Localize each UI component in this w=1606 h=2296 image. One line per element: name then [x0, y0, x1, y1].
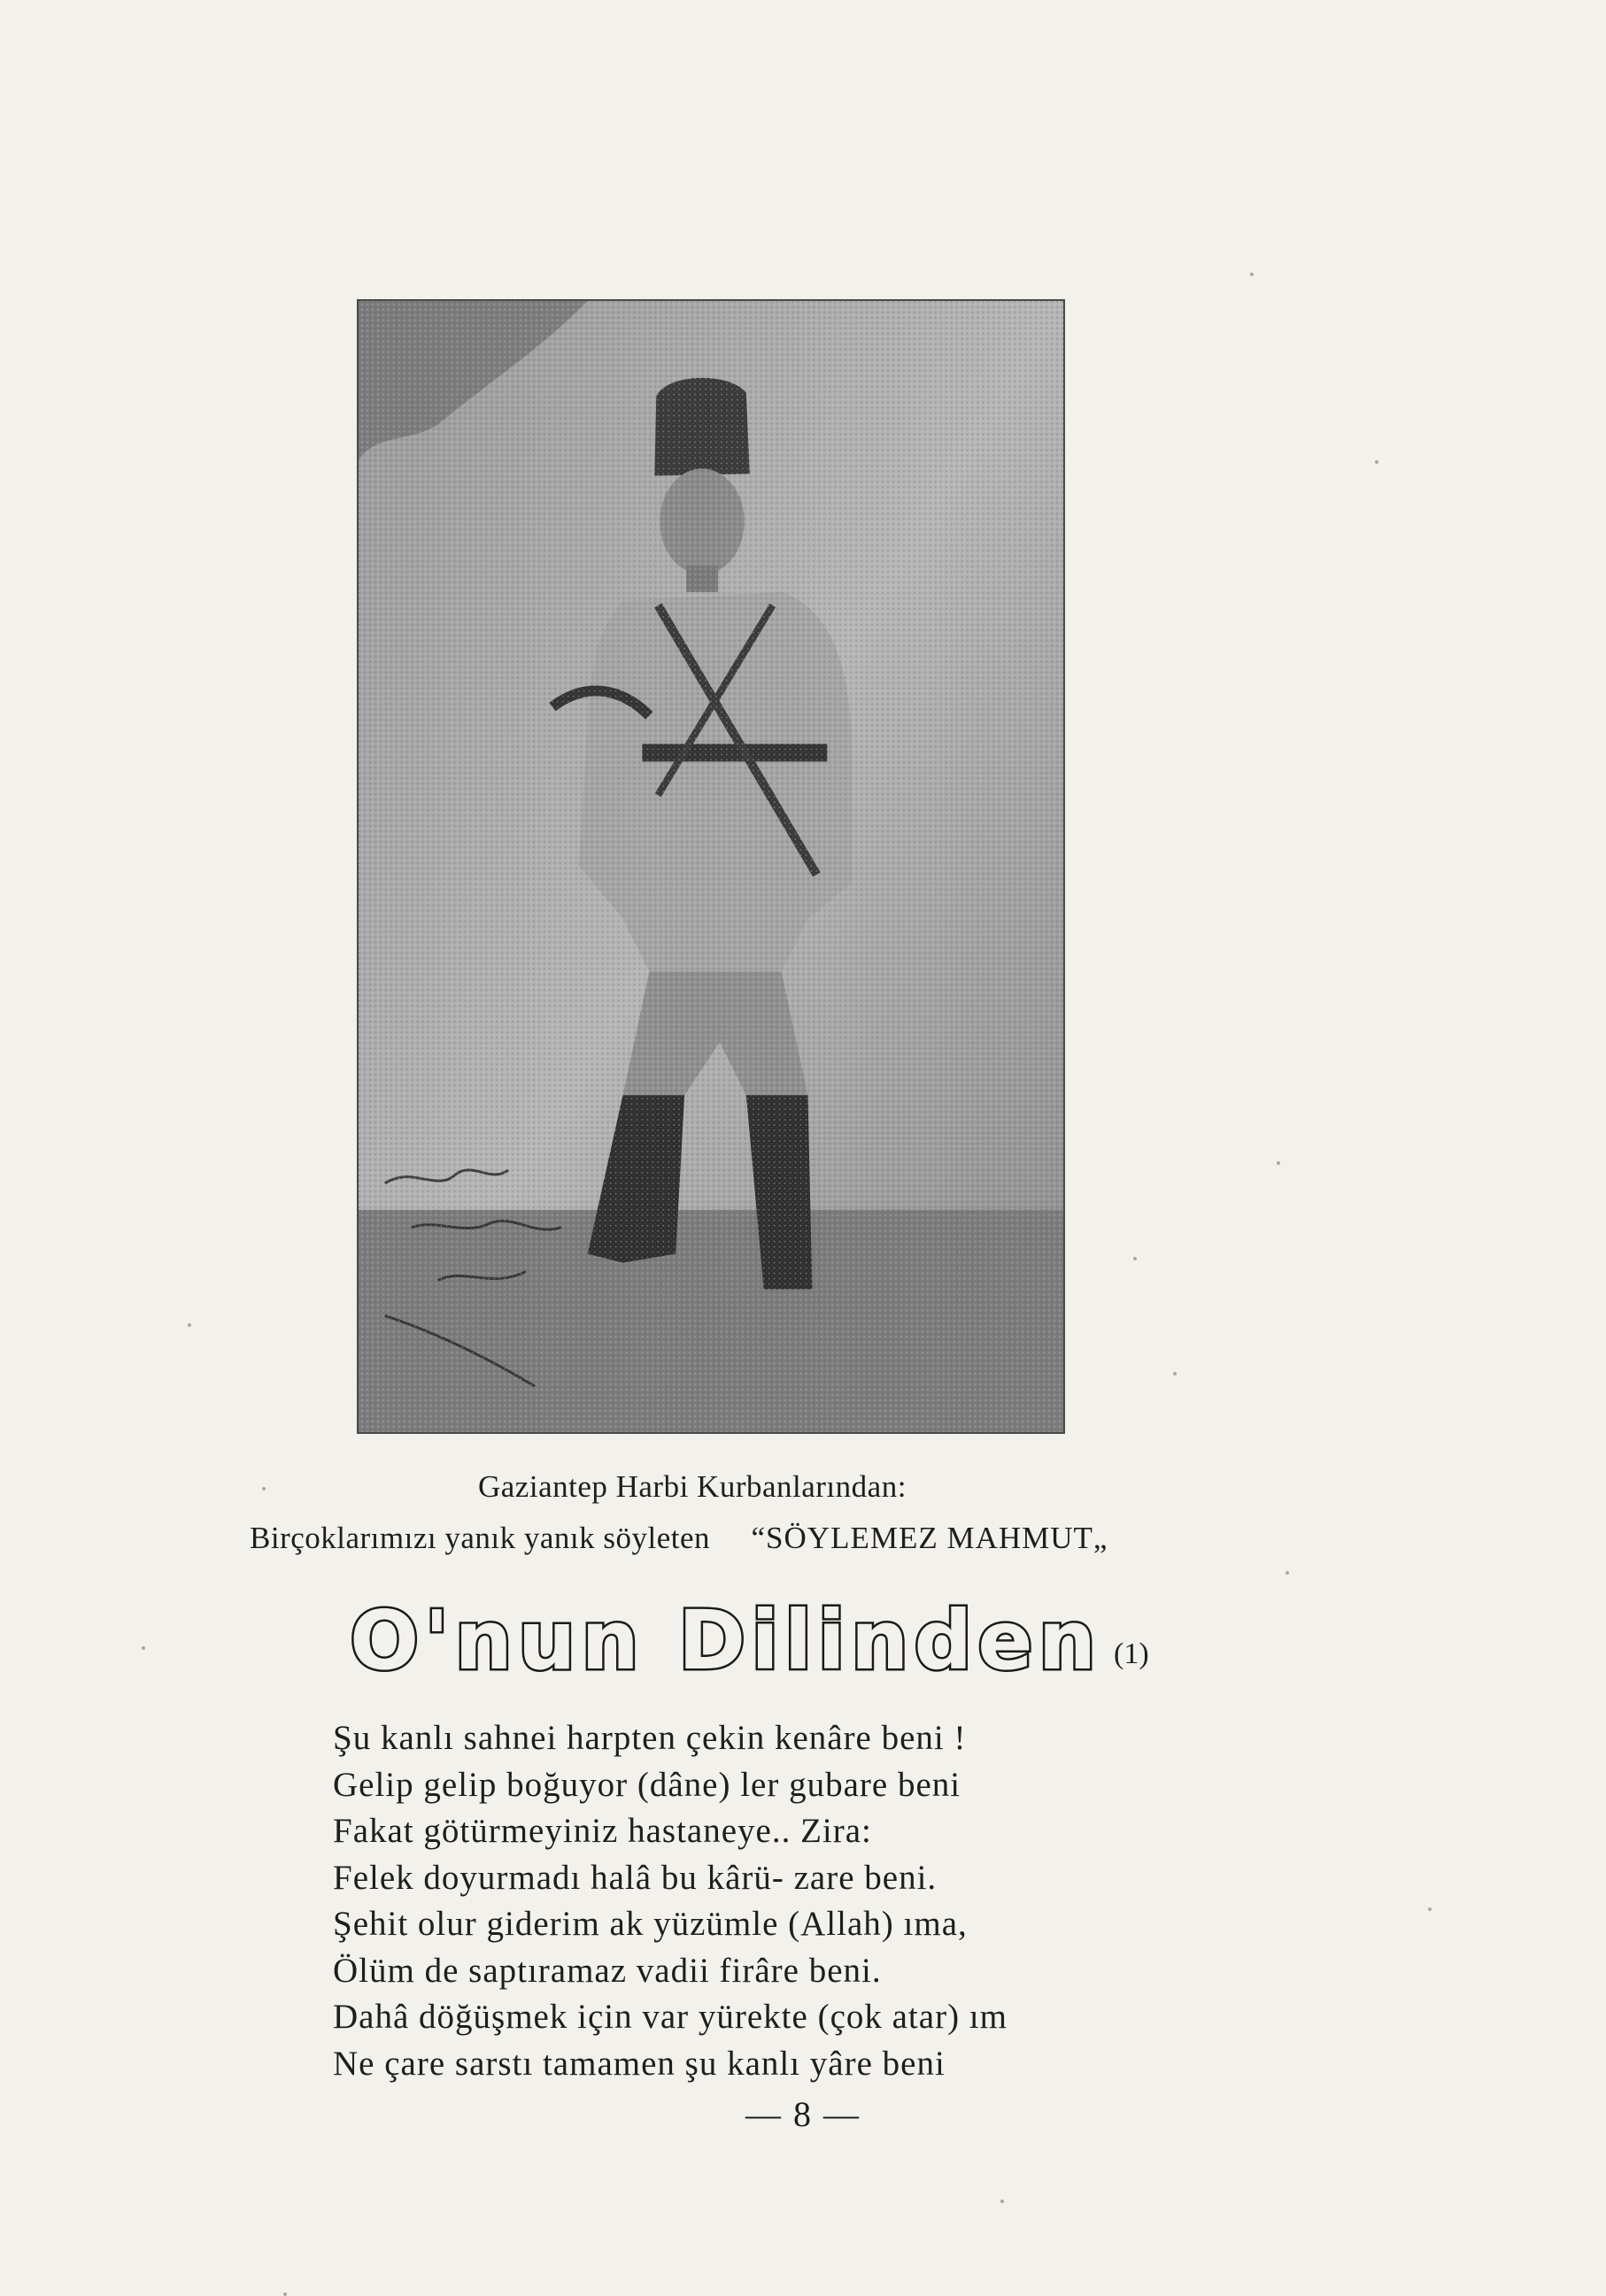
scan-speck: [1000, 2200, 1004, 2203]
poem-line: Gelip gelip boğuyor (dâne) ler gubare beni: [333, 1765, 961, 1804]
scan-speck: [1173, 1372, 1177, 1375]
caption-person-name: “SÖYLEMEZ MAHMUT„: [751, 1521, 1108, 1555]
poem-line: Şu kanlı sahnei harpten çekin kenâre beni !: [333, 1719, 967, 1757]
scan-speck: [1428, 1907, 1432, 1911]
soldier-portrait-image: [359, 301, 1063, 1432]
poem-line: Ölüm de saptıramaz vadii firâre beni.: [333, 1951, 882, 1990]
scan-speck: [1133, 1257, 1137, 1260]
scan-speck: [1286, 1571, 1289, 1575]
poem-line: Ne çare sarstı tamamen şu kanlı yâre beni: [333, 2044, 946, 2083]
scan-speck: [1250, 273, 1254, 276]
footnote-marker: (1): [1114, 1637, 1149, 1670]
caption-description: Birçoklarımızı yanık yanık söyleten: [250, 1521, 711, 1555]
poem-title: O'nun Dilinden: [350, 1593, 1102, 1688]
poem-body: [333, 1715, 1130, 2087]
poem-line: Dahâ döğüşmek için var yürekte (çok atar) ım: [333, 1998, 1008, 2036]
soldier-portrait-photo: [357, 299, 1065, 1434]
scan-speck: [283, 2292, 287, 2296]
caption-subtitle: Gaziantep Harbi Kurbanlarından:: [478, 1469, 907, 1504]
poem-line: Felek doyurmadı halâ bu kârü- zare beni.: [333, 1858, 938, 1897]
photo-caption-line-1: [0, 1469, 1606, 1505]
scan-speck: [1375, 460, 1378, 464]
scan-speck: [142, 1646, 145, 1650]
poem-title-row: [350, 1593, 1102, 1688]
page-number: — 8 —: [745, 2094, 861, 2134]
poem-line: Şehit olur giderim ak yüzümle (Allah) ıma,: [333, 1905, 968, 1943]
poem-line: Fakat götürmeyiniz hastaneye.. Zira:: [333, 1812, 872, 1850]
scan-speck: [1277, 1161, 1280, 1165]
photo-caption-line-2: [0, 1521, 1606, 1556]
scan-speck: [188, 1323, 191, 1327]
